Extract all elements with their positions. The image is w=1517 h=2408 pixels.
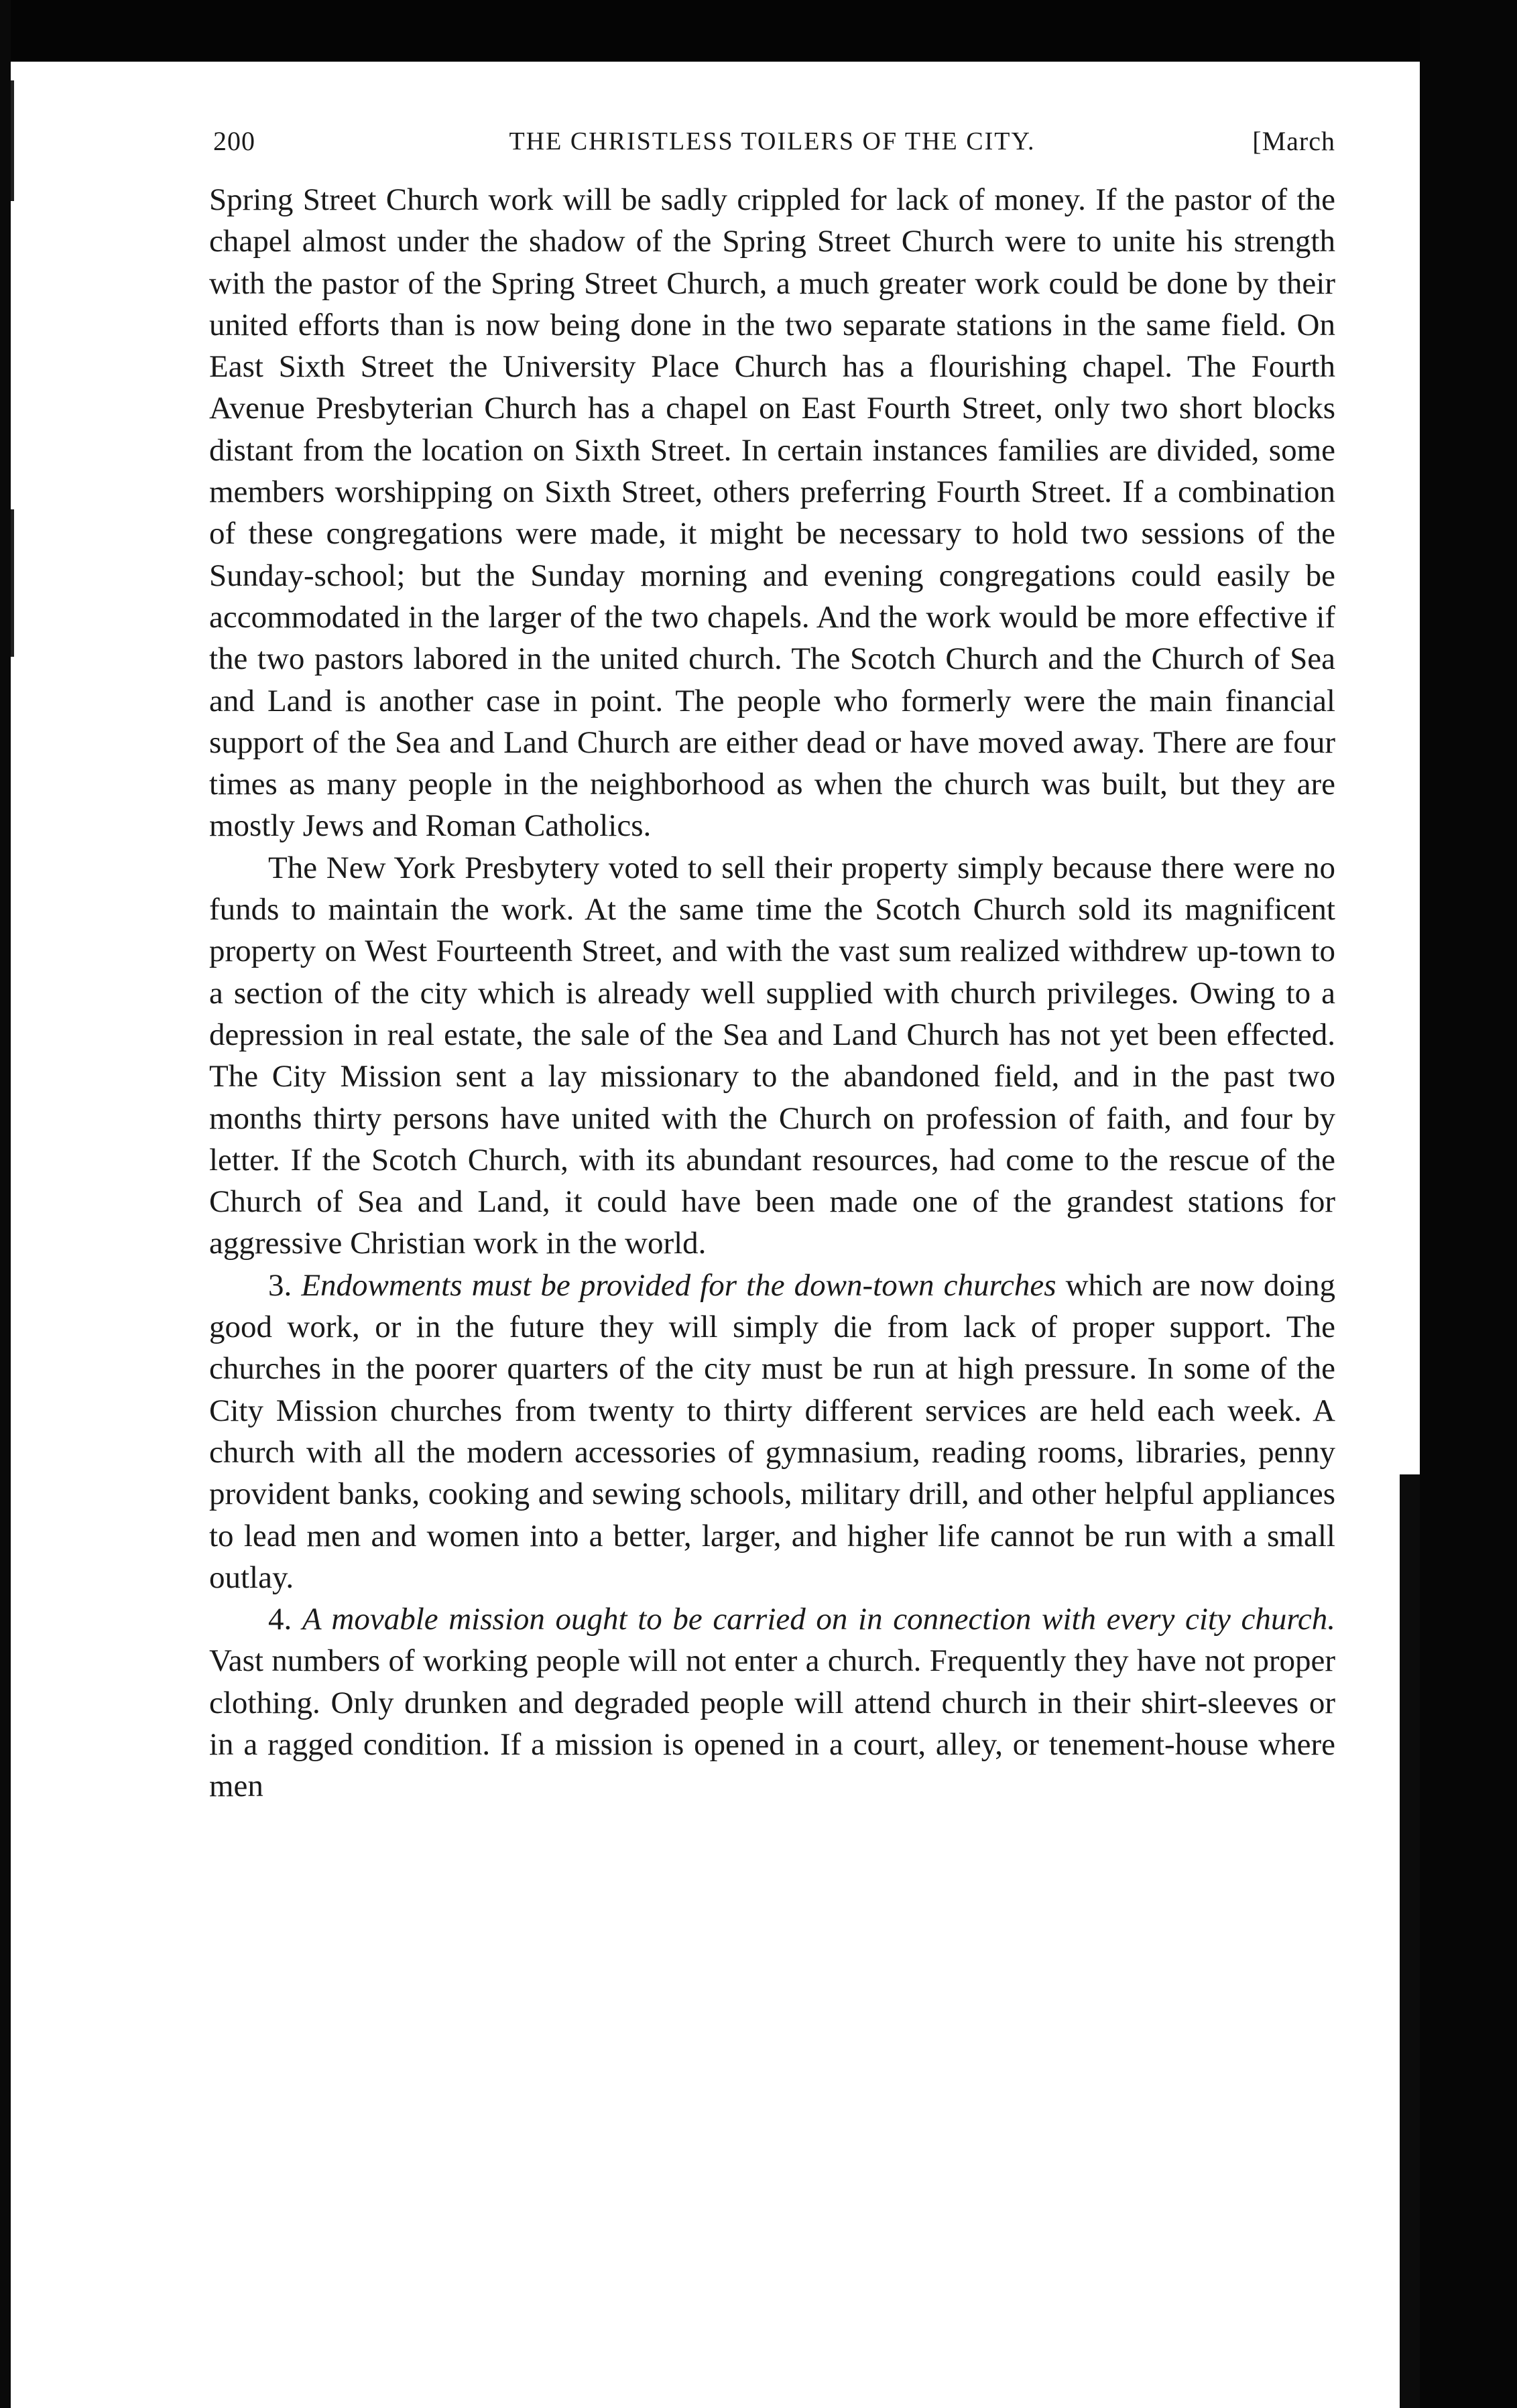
paragraph-heading: A movable mission ought to be carried on in connection with every city church.	[302, 1602, 1336, 1637]
scan-border-right-notch	[1400, 1474, 1420, 2408]
running-head	[209, 117, 1335, 164]
paragraph-text: Vast numbers of working people will not enter a church. Frequently they have not proper clothing. Only drunken and degraded people will attend church in their shirt-sleeves or in a ragged condition. If a mission is opened in a court, alley, or tenement-house where men	[209, 1643, 1335, 1804]
running-month: [March	[1252, 126, 1335, 156]
scan-border-left	[0, 0, 11, 2408]
page-body	[209, 179, 1335, 1808]
paragraph-number: 4.	[268, 1602, 292, 1637]
paragraph-text: Spring Street Church work will be sadly crippled for lack of money. If the pastor of the chapel almost under the shadow of the Spring Street Church were to unite his strength with the pastor of the Spring Street Church, a much greater work could be done by their united efforts than is now being done in the two separate stations in the same field. On East Sixth Street the University Place Church has a flourishing chapel. The Fourth Avenue Presbyterian Church has a chapel on East Fourth Street, only two short blocks distant from the location on Sixth Street. In certain instances families are divided, some members worshipping on Sixth Street, others preferring Fourth Street. If a combination of these congregations were made, it might be necessary to hold two sessions of the Sunday-school; but the Sunday morning and evening congregations could easily be accommodated in the larger of the two chapels. And the work would be more effective if the two pastors labored in the united church. The Scotch Church and the Church of Sea and Land is another case in point. The people who formerly were the main financial support of the Sea and Land Church are either dead or have moved away. There are four times as many people in the neighborhood as when the church was built, but they are mostly Jews and Roman Catholics.	[209, 182, 1335, 844]
page-number: 200	[213, 126, 255, 156]
paragraph	[209, 847, 1335, 1265]
scan-border-right	[1420, 0, 1517, 2408]
book-page	[209, 117, 1335, 1808]
numbered-paragraph	[209, 1265, 1335, 1598]
paragraph-number: 3.	[268, 1267, 292, 1303]
scan-edge-mark	[11, 509, 14, 657]
paragraph-heading: Endowments must be provided for the down-town churches	[301, 1267, 1056, 1303]
paragraph-text: The New York Presbytery voted to sell their property simply because there were no funds to maintain the work. At the same time the Scotch Church sold its magnificent property on West Fourteenth Street, and with the vast sum realized withdrew up-town to a section of the city which is already well supplied with church privileges. Owing to a depression in real estate, the sale of the Sea and Land Church has not yet been effected. The City Mission sent a lay missionary to the abandoned field, and in the past two months thirty persons have united with the Church on profession of faith, and four by letter. If the Scotch Church, with its abundant resources, had come to the rescue of the Church of Sea and Land, it could have been made one of the grandest stations for aggressive Christian work in the world.	[209, 850, 1335, 1261]
running-title: THE CHRISTLESS TOILERS OF THE CITY.	[509, 127, 1036, 155]
scan-edge-mark	[11, 80, 14, 201]
paragraph	[209, 179, 1335, 847]
numbered-paragraph	[209, 1598, 1335, 1807]
scan-border-top	[0, 0, 1517, 62]
paragraph-text: which are now doing good work, or in the future they will simply die from lack of proper support. The churches in the poorer quarters of the city must be run at high pressure. In some of the City Mission churches from twenty to thirty different services are held each week. A church with all the modern accessories of gymnasium, reading rooms, libraries, penny provident banks, cooking and sewing schools, military drill, and other helpful appliances to lead men and women into a better, larger, and higher life cannot be run with a small outlay.	[209, 1267, 1336, 1595]
